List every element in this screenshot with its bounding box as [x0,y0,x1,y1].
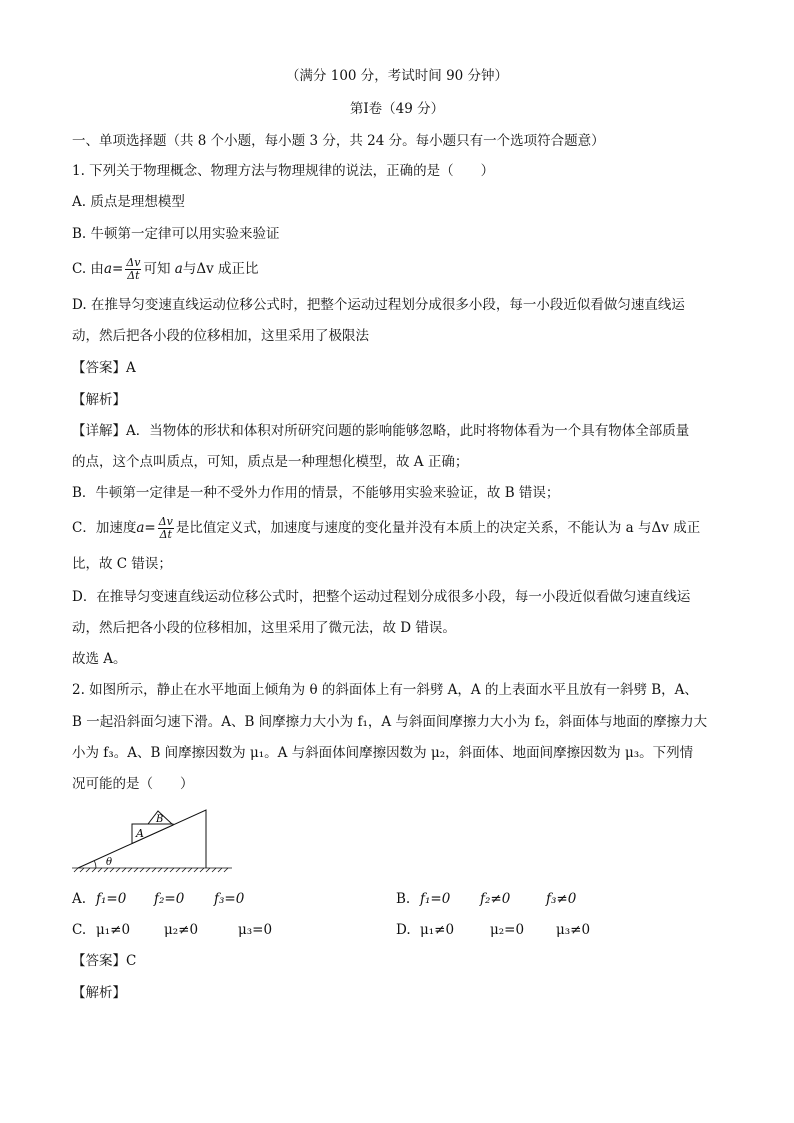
incline-figure [70,806,240,876]
label-theta: θ [106,857,113,868]
q1-option-c-eq: = [112,261,124,277]
q1-detail-c-suffix: 是比值定义式，加速度与速度的变化量并没有本质上的决定关系，不能认为 a 与Δv 成正 [175,520,701,536]
q2-analysis-title: 【解析】 [72,985,126,1001]
q1-answer: 【答案】A [72,360,136,376]
q1-option-a: A. 质点是理想模型 [72,194,185,210]
q1-option-c-mid: 可知 [143,261,175,277]
q1-detail-d-line1: D．在推导匀变速直线运动位移公式时，把整个运动过程划分成很多小段，每一小段近似看做匀速直线运 [72,589,691,605]
fraction-numerator: Δv [126,256,141,269]
q1-option-c-a2: a [174,261,183,277]
score-line: （满分 100 分，考试时间 90 分钟） [285,68,509,84]
q2-stem-line2: B 一起沿斜面匀速下滑。A、B 间摩擦力大小为 f₁，A 与斜面间摩擦力大小为 f₂，斜面体与地面的摩擦力大 [72,714,708,730]
q2-option-d-item2: μ₂=0 [490,922,525,938]
q2-option-c-item1: μ₁≠0 [96,922,131,938]
q2-option-d-letter: D. [396,922,411,938]
q1-detail-c-fraction [158,516,174,541]
part-title: 第Ⅰ卷（49 分） [349,101,445,117]
q2-option-b-item3: f₃≠0 [546,891,577,907]
q1-detail-line2: 的点，这个点叫质点，可知，质点是一种理想化模型，故 A 正确； [72,454,469,470]
q1-detail-b: B．牛顿第一定律是一种不受外力作用的情景，不能够用实验来验证，故 B 错误； [72,485,560,501]
q1-detail-c-a: a [136,520,145,536]
label-a: A [136,827,144,840]
q2-option-a-item2: f₂=0 [154,891,185,907]
section-heading: 一、单项选择题（共 8 个小题，每小题 3 分，共 24 分。每小题只有一个选项符合题意） [72,133,605,149]
q2-stem-line3: 小为 f₃。A、B 间摩擦因数为 μ₁。A 与斜面体间摩擦因数为 μ₂，斜面体、地面间摩擦因数为 μ₃。下列情 [72,745,694,761]
q1-option-c [72,256,259,282]
q1-option-b: B. 牛顿第一定律可以用实验来验证 [72,226,280,242]
q2-answer: 【答案】C [72,953,137,969]
q2-stem-line4: 况可能的是（ ） [72,776,194,792]
q1-detail-c-line2: 比，故 C 错误； [72,556,172,572]
angle-arc [95,861,97,868]
q2-option-c-item2: μ₂≠0 [164,922,199,938]
q1-option-d-line2: 动，然后把各小段的位移相加，这里采用了极限法 [72,328,369,344]
q1-analysis-title: 【解析】 [72,392,126,408]
q1-detail-c-eq: = [144,520,156,536]
q2-option-b-item2: f₂≠0 [480,891,511,907]
fraction-denominator: Δt [127,269,140,282]
q1-conclusion: 故选 A。 [72,651,127,667]
q2-option-a-item1: f₁=0 [96,891,127,907]
q1-option-c-prefix: C. 由 [72,261,104,277]
q2-option-a-item3: f₃=0 [214,891,245,907]
q1-option-c-a: a [103,261,112,277]
q2-option-b-letter: B. [396,891,411,907]
q2-option-b-item1: f₁=0 [420,891,451,907]
q2-option-c-item3: μ₃=0 [238,922,273,938]
q2-option-d-item1: μ₁≠0 [420,922,455,938]
label-b: B [156,814,164,825]
fraction-denominator: Δt [159,528,172,541]
q1-option-c-suffix: 与Δv 成正比 [182,261,259,277]
q1-detail-c [72,515,700,541]
q2-option-c-letter: C. [72,922,87,938]
ground-hatch [72,868,232,872]
q2-option-d-item3: μ₃≠0 [556,922,591,938]
q1-detail-c-prefix: C．加速度 [72,520,137,536]
fraction-numerator: Δv [158,515,173,528]
q2-option-a-letter: A. [72,891,87,907]
q1-detail-d-line2: 动，然后把各小段的位移相加，这里采用了微元法，故 D 错误。 [72,620,456,636]
q1-stem: 1. 下列关于物理概念、物理方法与物理规律的说法，正确的是（ ） [72,163,495,179]
q2-stem-line1: 2. 如图所示，静止在水平地面上倾角为 θ 的斜面体上有一斜劈 A，A 的上表面水平且放有一斜劈 B，A、 [72,682,698,698]
q1-option-c-fraction [125,257,141,282]
q1-detail-line1: 【详解】A．当物体的形状和体积对所研究问题的影响能够忽略，此时将物体看为一个具有物体全部质量 [72,423,690,439]
q1-option-d-line1: D. 在推导匀变速直线运动位移公式时，把整个运动过程划分成很多小段，每一小段近似看做匀速直线运 [72,297,685,313]
